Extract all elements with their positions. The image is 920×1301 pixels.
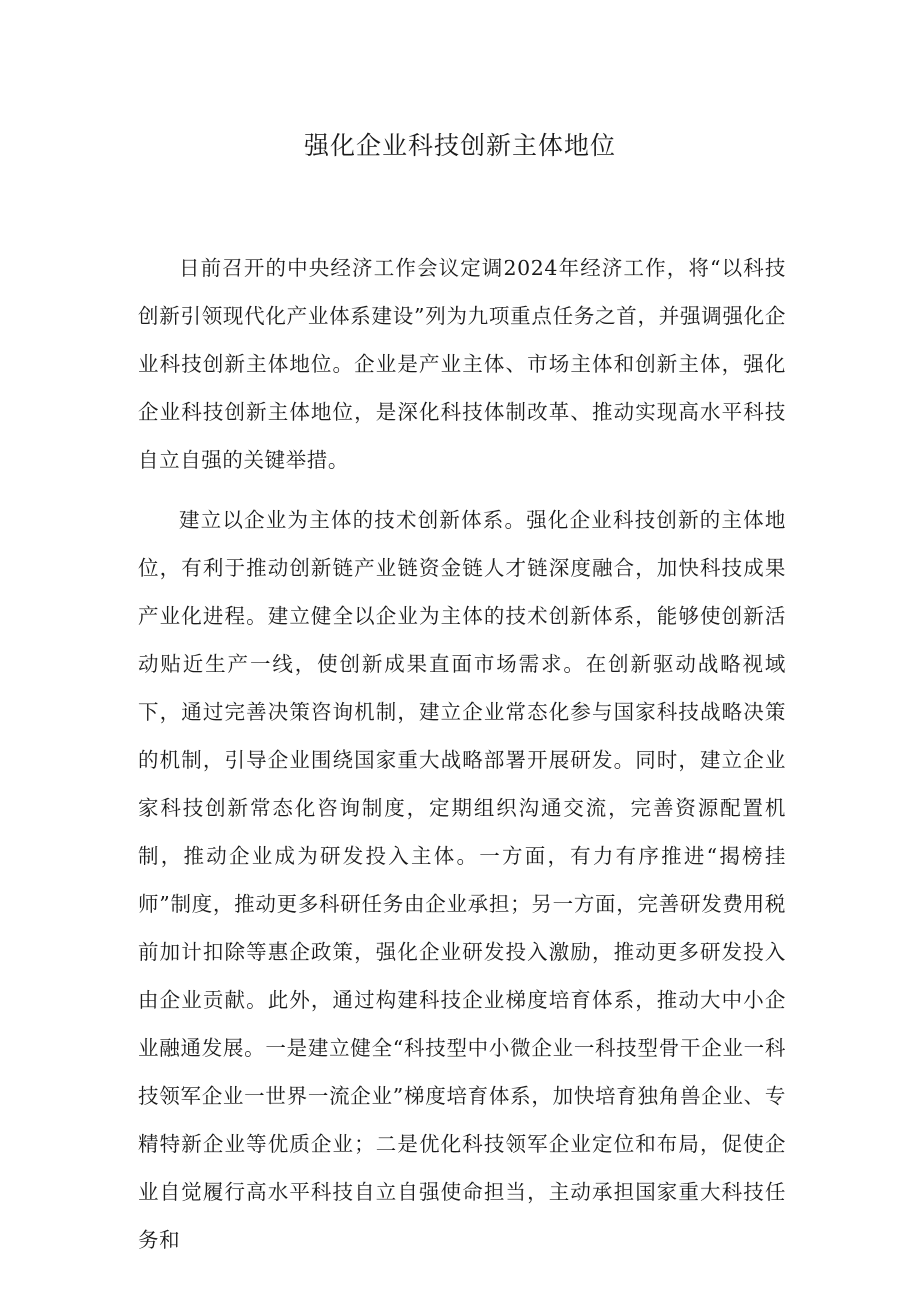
paragraph-2: 建立以企业为主体的技术创新体系。强化企业科技创新的主体地位，有利于推动创新链产业链资金链人才链深度融合，加快科技成果产业化进程。建立健全以企业为主体的技术创新体系，能够使创新活动贴近生产一线，使创新成果直面市场需求。在创新驱动战略视域下，通过完善决策咨询机制，建立企业常态化参与国家科技战略决策的机制，引导企业围绕国家重大战略部署开展研发。同时，建立企业家科技创新常态化咨询制度，定期组织沟通交流，完善资源配置机制，推动企业成为研发投入主体。一方面，有力有序推进“揭榜挂师”制度，推动更多科研任务由企业承担；另一方面，完善研发费用税前加计扣除等惠企政策，强化企业研发投入激励，推动更多研发投入由企业贡献。此外，通过构建科技企业梯度培育体系，推动大中小企业融通发展。一是建立健全“科技型中小微企业一科技型骨干企业一科技领军企业一世界一流企业”梯度培育体系，加快培育独角兽企业、专精特新企业等优质企业；二是优化科技领军企业定位和布局，促使企业自觉履行高水平科技自立自强使命担当，主动承担国家重大科技任务和 (138, 508, 786, 1252)
paragraph-1: 日前召开的中央经济工作会议定调2024年经济工作，将“以科技创新引领现代化产业体系建设”列为九项重点任务之首，并强调强化企业科技创新主体地位。企业是产业主体、市场主体和创新主体，强化企业科技创新主体地位，是深化科技体制改革、推动实现高水平科技自立自强的关键举措。 (138, 256, 786, 472)
document-title: 强化企业科技创新主体地位 (303, 131, 616, 160)
